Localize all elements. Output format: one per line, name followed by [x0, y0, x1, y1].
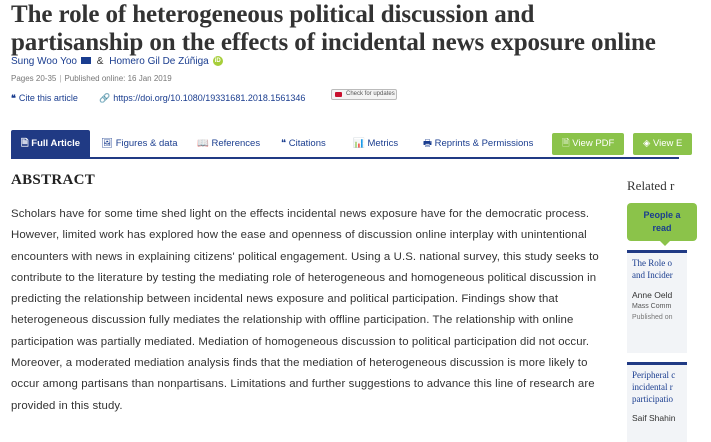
check-updates-label: Check for updates: [346, 91, 395, 97]
quote-icon: ❝: [281, 138, 287, 149]
author-separator: &: [96, 56, 104, 67]
related-title-line: The Role o: [632, 258, 672, 268]
check-for-updates-button[interactable]: [331, 89, 397, 100]
related-article-journal: Mass Comm: [632, 303, 672, 310]
printer-icon: 🖶: [423, 138, 432, 149]
article-title: [11, 1, 711, 57]
cite-this-article-link[interactable]: [11, 93, 78, 104]
related-article-title[interactable]: [632, 369, 687, 405]
related-article-title[interactable]: [632, 257, 687, 281]
author-list: [11, 56, 223, 67]
tab-figures-data[interactable]: [101, 130, 178, 158]
doi-text: https://doi.org/10.1080/19331681.2018.1561346: [113, 93, 306, 103]
cite-label: Cite this article: [18, 93, 78, 103]
view-epub-button[interactable]: [633, 133, 692, 155]
pdf-icon: 🗎: [562, 138, 570, 149]
related-title-line: participatio: [632, 394, 673, 404]
tab-full-article-label: Full Article: [31, 138, 81, 149]
publication-info: [11, 74, 172, 83]
abstract-heading: ABSTRACT: [11, 172, 96, 188]
crossmark-icon: [335, 92, 342, 97]
people-also-read-tab[interactable]: [627, 203, 697, 241]
tab-metrics-label: Metrics: [367, 138, 399, 149]
tab-reprints-permissions[interactable]: [423, 130, 533, 158]
view-pdf-label: View PDF: [572, 138, 615, 149]
tab-references-label: References: [211, 138, 261, 149]
quote-icon: ❝: [11, 93, 16, 103]
orcid-icon[interactable]: iD: [214, 58, 221, 65]
tab-reprints-label: Reprints & Permissions: [434, 138, 534, 149]
tab-references[interactable]: [197, 130, 260, 158]
tab-citations[interactable]: [281, 130, 326, 158]
bar-chart-icon: 📊: [353, 138, 365, 149]
document-icon: 🗎: [21, 138, 29, 149]
epub-icon: ◈: [643, 138, 651, 149]
related-title-line: incidental r: [632, 382, 673, 392]
abstract-text: Scholars have for some time shed light on the effects incidental news exposure have for the democratic process. However, limited work has explored how the ease and openness of discussion online interplay with unintentional encounters with news in explaining citizens' political engagement. Using a U.S. national survey, this study seeks to contribute to the literature by testing the mediating role of heterogeneous and homogeneous political discussion in predicting the relationship between incidental news exposure and political participation. Findings show that heterogeneous discussion fully mediates the relationship with offline participation. The relationship with online participation was partially mediated. Mediation of homogeneous discussion to political participation did not occur. Moreover, a moderated mediation analysis finds that the mediation of heterogeneous discussion is more likely to occur among partisans than nonpartisans. Limitations and further suggestions to advance this line of research are provided in this study.: [11, 208, 599, 412]
related-research-heading: Related r: [627, 178, 675, 193]
view-pdf-button[interactable]: [552, 133, 624, 155]
related-article-published: Published on: [632, 314, 673, 321]
tab-full-article[interactable]: [11, 130, 90, 158]
article-tab-bar: [11, 130, 683, 158]
related-article-card[interactable]: [627, 362, 687, 442]
page-range: Pages 20-35: [11, 74, 57, 83]
book-icon: 📖: [197, 138, 209, 149]
tab-metrics[interactable]: [353, 130, 398, 158]
related-article-card[interactable]: [627, 250, 687, 353]
related-article-author: Anne Oeld: [632, 290, 673, 300]
info-separator: |: [59, 74, 62, 83]
title-line-2: partisanship on the effects of incidental news exposure online: [11, 29, 656, 56]
tab-bar-underline: [11, 157, 679, 159]
related-title-line: Peripheral c: [632, 370, 676, 380]
author-link-gil-de-zuniga[interactable]: Homero Gil De Zúñiga: [109, 56, 209, 67]
published-date: Published online: 16 Jan 2019: [64, 74, 172, 83]
people-also-read-line-1: People a: [643, 210, 681, 220]
title-line-1: The role of heterogeneous political discussion and: [11, 1, 535, 28]
related-article-author: Saif Shahin: [632, 413, 676, 423]
link-icon: 🔗: [99, 93, 111, 103]
view-epub-label: View E: [652, 138, 683, 149]
image-icon: 🖼: [101, 138, 114, 149]
related-title-line: and Incider: [632, 270, 673, 280]
envelope-icon[interactable]: [81, 57, 91, 64]
tab-figures-label: Figures & data: [115, 138, 178, 149]
doi-link[interactable]: [99, 93, 305, 104]
author-link-yoo[interactable]: Sung Woo Yoo: [11, 56, 77, 67]
people-also-read-line-2: read: [652, 223, 672, 233]
tab-citations-label: Citations: [288, 138, 326, 149]
